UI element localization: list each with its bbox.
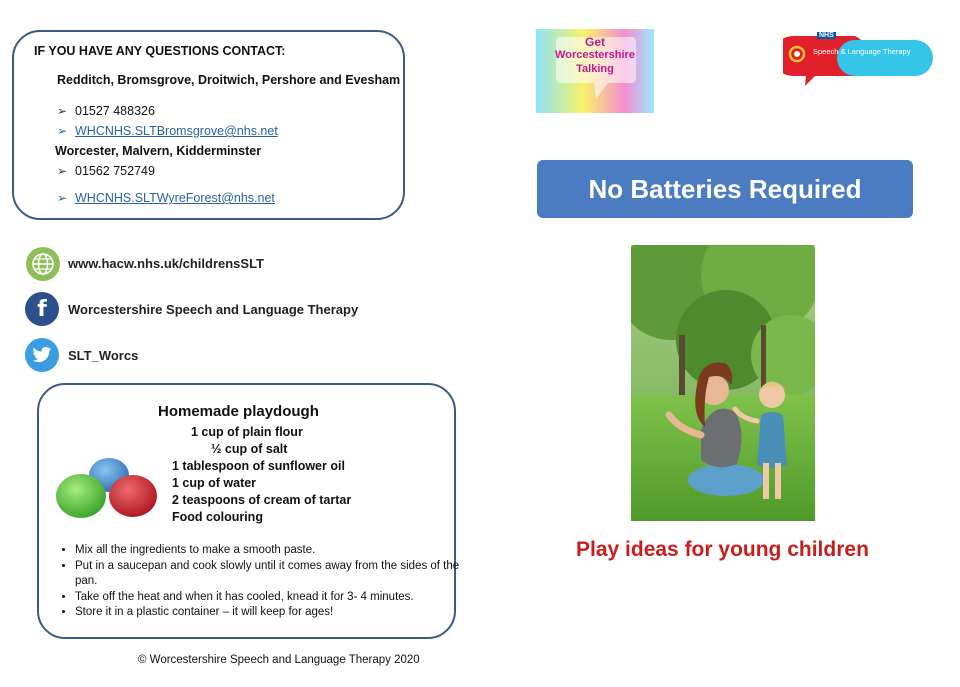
copyright-footer: © Worcestershire Speech and Language Therapy 2020 [138, 654, 420, 666]
phone-1[interactable]: 01527 488326 [75, 104, 155, 118]
facebook-link[interactable]: Worcestershire Speech and Language Therapy [68, 302, 359, 317]
globe-icon [26, 247, 60, 281]
phone-2[interactable]: 01562 752749 [75, 164, 155, 178]
twitter-icon[interactable] [25, 338, 59, 372]
ingredient: 1 cup of plain flour [191, 425, 303, 439]
facebook-icon[interactable]: f [25, 292, 59, 326]
area-2-label: Worcester, Malvern, Kidderminster [55, 144, 262, 158]
logo-line-3: Talking [576, 63, 614, 75]
area-1-label: Redditch, Bromsgrove, Droitwich, Pershore and Evesham [57, 73, 401, 87]
email-2-link[interactable]: WHCNHS.SLTWyreForest@nhs.net [75, 191, 275, 205]
arrow-bullet-icon: ➢ [57, 104, 68, 118]
nhs-slt-logo [783, 30, 935, 86]
recipe-step: • Take off the heat and when it has cooled, knead it for 3- 4 minutes. [75, 590, 470, 606]
ingredient: ½ cup of salt [211, 442, 288, 456]
nhs-badge: NHS [819, 32, 834, 39]
logo-line-1: Get [584, 35, 605, 49]
ingredient: 1 cup of water [172, 476, 257, 490]
subtitle: Play ideas for young children [576, 538, 869, 561]
recipe-step: • Mix all the ingredients to make a smooth paste. [75, 543, 470, 559]
contact-heading: IF YOU HAVE ANY QUESTIONS CONTACT: [34, 44, 286, 58]
ingredient: Food colouring [172, 510, 263, 524]
playdough-image [52, 455, 164, 527]
title-banner: No Batteries Required [537, 160, 913, 218]
ingredient: 2 teaspoons of cream of tartar [172, 493, 352, 507]
recipe-title: Homemade playdough [158, 403, 319, 420]
recipe-steps [57, 543, 470, 621]
recipe-step: • Store it in a plastic container – it will keep for ages! [75, 605, 470, 621]
website-link[interactable]: www.hacw.nhs.uk/childrensSLT [68, 256, 264, 271]
twitter-handle[interactable]: SLT_Worcs [68, 348, 139, 363]
logo-line-2: Worcestershire [555, 49, 635, 61]
ingredient: 1 tablespoon of sunflower oil [172, 459, 345, 473]
get-worcestershire-talking-logo [536, 29, 654, 113]
arrow-bullet-icon: ➢ [57, 124, 68, 138]
recipe-step: • Put in a saucepan and cook slowly until it comes away from the sides of the pan. [75, 559, 470, 590]
nhs-logo-text: Speech & Language Therapy [813, 47, 911, 56]
arrow-bullet-icon: ➢ [57, 191, 68, 205]
email-1-link[interactable]: WHCNHS.SLTBromsgrove@nhs.net [75, 124, 278, 138]
mother-child-park-photo [631, 245, 815, 521]
arrow-bullet-icon: ➢ [57, 164, 68, 178]
